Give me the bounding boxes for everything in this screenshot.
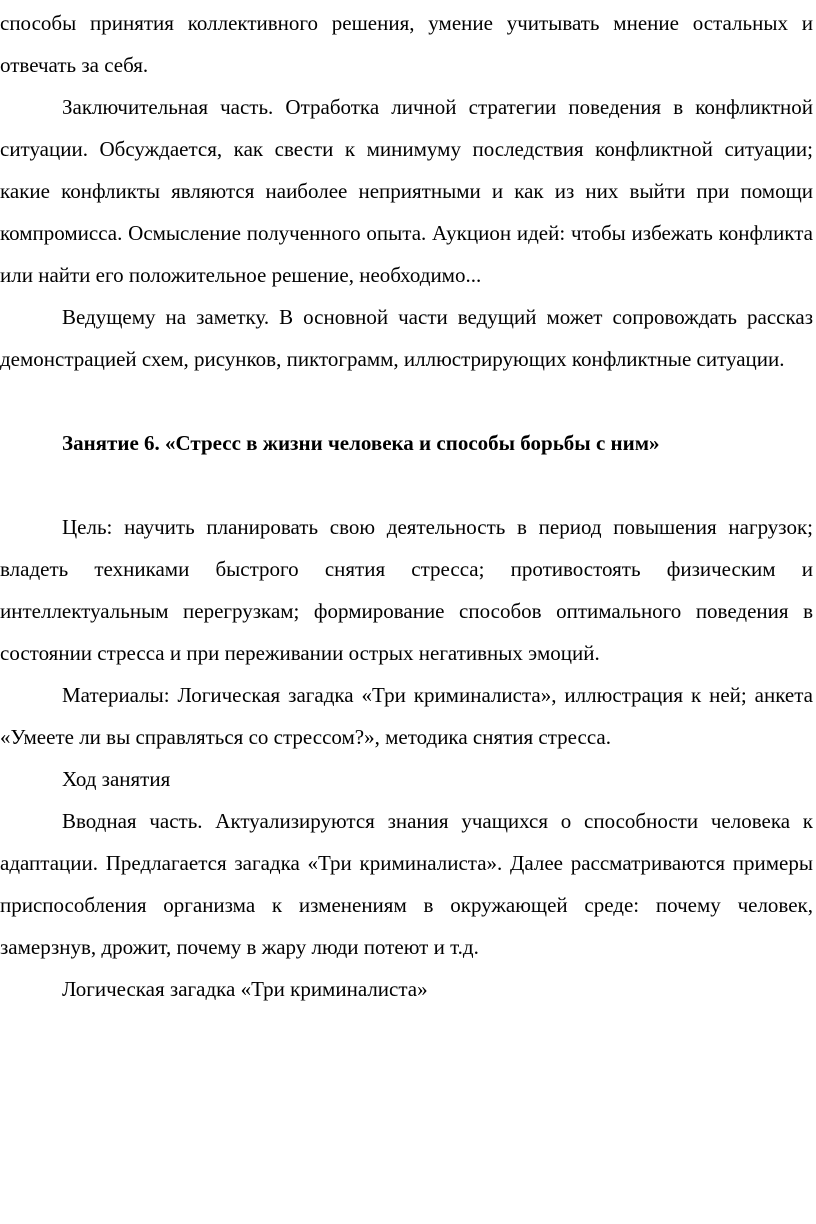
paragraph-intro-part: Вводная часть. Актуализируются знания учащихся о способности человека к адаптации. Предлагается загадка «Три криминалиста». Далее рассматриваются примеры приспособления организма к изменениям в окружающей среде: почему человек, замерзнув, дрожит, почему в жару люди потеют и т.д. <box>0 809 813 959</box>
paragraph-logic-riddle: Логическая загадка «Три криминалиста» <box>62 977 428 1001</box>
blank-line <box>0 464 813 506</box>
paragraph-final-part: Заключительная часть. Отработка личной стратегии поведения в конфликтной ситуации. Обсуждается, как свести к минимуму последствия конфликтной ситуации; какие конфликты являются наиболее неприятными и как из них выйти при помощи компромисса. Осмысление полученного опыта. Аукцион идей: чтобы избежать конфликта или найти его положительное решение, необходимо... <box>0 95 813 287</box>
paragraph-host-note: Ведущему на заметку. В основной части ведущий может сопровождать рассказ демонстрацией схем, рисунков, пиктограмм, иллюстрирующих конфликтные ситуации. <box>0 305 813 371</box>
paragraph-lesson-progress: Ход занятия <box>62 767 171 791</box>
paragraph-collective-decision: способы принятия коллективного решения, умение учитывать мнение остальных и отвечать за себя. <box>0 11 813 77</box>
paragraph-goal: Цель: научить планировать свою деятельность в период повышения нагрузок; владеть техниками быстрого снятия стресса; противостоять физическим и интеллектуальным перегрузкам; формирование способов оптимального поведения в состоянии стресса и при переживании острых негативных эмоций. <box>0 515 813 665</box>
paragraph-materials: Материалы: Логическая загадка «Три криминалиста», иллюстрация к ней; анкета «Умеете ли вы справляться со стрессом?», методика снятия стресса. <box>0 683 813 749</box>
document-body <box>0 2 813 1010</box>
lesson-heading: Занятие 6. «Стресс в жизни человека и способы борьбы с ним» <box>62 431 660 455</box>
blank-line <box>0 380 813 422</box>
